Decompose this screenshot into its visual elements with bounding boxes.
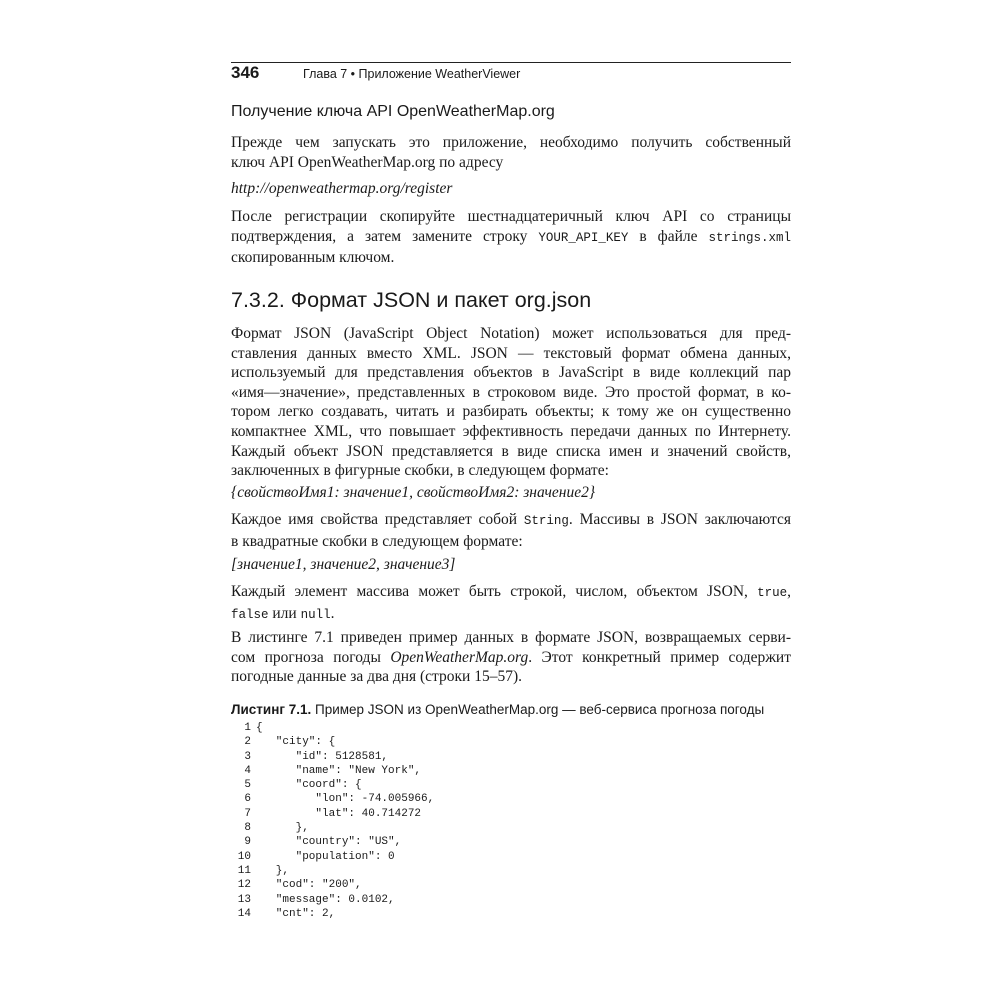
listing-caption-text: Пример JSON из OpenWeatherMap.org — веб-сервиса прогноза погоды (311, 702, 765, 717)
text-line: скопированным ключом. (231, 249, 395, 267)
text-line (231, 582, 791, 604)
text-line (231, 510, 791, 532)
inline-code: strings.xml (708, 230, 791, 245)
code-line (231, 721, 631, 735)
text-line (231, 604, 791, 626)
text-run: Каждое имя свойства представляет собой (231, 511, 524, 528)
line-number: 3 (244, 750, 251, 763)
code-text: "id": 5128581, (256, 750, 389, 763)
line-number: 9 (244, 836, 251, 849)
code-line (231, 792, 631, 806)
code-text: "country": "US", (256, 836, 402, 849)
text-run: . Этот конкретный пример содержит (528, 648, 791, 666)
text-run: в файле (628, 227, 709, 245)
code-text: }, (256, 864, 290, 877)
code-line (231, 764, 631, 778)
code-line (231, 778, 631, 792)
italic-run: OpenWeatherMap.org (390, 648, 529, 666)
text-line: компактнее XML, что повышает эффективность передачи данных по Интернету. (231, 422, 791, 440)
listing-caption (231, 702, 764, 717)
line-number: 2 (244, 736, 251, 749)
code-text: "city": { (256, 736, 336, 749)
code-listing (231, 721, 631, 921)
code-text: { (256, 722, 263, 734)
code-line (231, 907, 631, 921)
code-text: "message": 0.0102, (256, 893, 395, 906)
register-url: http://openweathermap.org/register (231, 180, 453, 197)
text-line: «имя—значение», представленных в строковом виде. Это простой формат, в ко- (231, 383, 791, 401)
paragraph-array-elements (231, 582, 791, 625)
text-line: заключенных в фигурные скобки, в следующем формате: (231, 462, 609, 480)
line-number: 7 (244, 807, 251, 820)
text-run: . (330, 604, 335, 622)
line-number: 5 (244, 779, 251, 792)
code-line (231, 850, 631, 864)
line-number: 8 (244, 822, 251, 835)
text-line: используемый для представления объектов в JavaScript в виде коллекций пар (231, 364, 791, 382)
subsection-heading: Получение ключа API OpenWeatherMap.org (231, 103, 555, 120)
inline-code: YOUR_API_KEY (538, 230, 629, 245)
running-header (231, 63, 791, 85)
text-run: сом прогноза погоды (231, 648, 391, 666)
line-number: 1 (244, 722, 251, 734)
paragraph-json-intro (231, 324, 791, 481)
listing-label: Листинг 7.1. (231, 702, 312, 717)
line-number: 13 (237, 893, 251, 906)
code-line (231, 821, 631, 835)
array-format-example: [значение1, значение2, значение3] (231, 556, 456, 573)
inline-code: null (300, 607, 331, 622)
text-line: погодные данные за два дня (строки 15–57). (231, 668, 523, 686)
code-line (231, 807, 631, 821)
code-text: "cnt": 2, (256, 907, 336, 920)
line-number: 14 (237, 907, 251, 920)
text-line (231, 227, 791, 249)
text-line: Формат JSON (JavaScript Object Notation) может использоваться для пред- (231, 325, 791, 342)
code-text: "population": 0 (256, 850, 395, 863)
page-number: 346 (231, 63, 260, 82)
code-line (231, 735, 631, 749)
chapter-title: Глава 7 • Приложение WeatherViewer (303, 67, 521, 81)
text-run: или (268, 604, 301, 622)
section-heading: 7.3.2. Формат JSON и пакет org.json (231, 288, 592, 312)
inline-code: false (231, 607, 269, 622)
line-number: 10 (237, 850, 251, 863)
paragraph-api-intro (231, 133, 791, 172)
code-text: "name": "New York", (256, 764, 422, 777)
line-number: 11 (237, 864, 251, 877)
text-line: Прежде чем запускать это приложение, необходимо получить собственный (231, 134, 791, 151)
paragraph-listing-intro (231, 628, 791, 687)
code-line (231, 750, 631, 764)
code-text: "cod": "200", (256, 879, 362, 892)
code-line (231, 878, 631, 892)
text-run: подтверждения, а затем замените строку (231, 227, 539, 245)
object-format-example: {свойствоИмя1: значение1, свойствоИмя2: значение2} (231, 484, 596, 501)
code-text: "lat": 40.714272 (256, 807, 422, 820)
text-run: Каждый элемент массива может быть строкой, числом, объектом JSON, (231, 583, 758, 600)
text-line: ключ API OpenWeatherMap.org по адресу (231, 153, 504, 171)
inline-code: String (523, 514, 569, 528)
text-run: , (787, 583, 791, 600)
line-number: 4 (244, 764, 251, 777)
code-text: "coord": { (256, 779, 362, 792)
text-run: . Массивы в JSON заключаются (568, 511, 791, 528)
code-line (231, 893, 631, 907)
text-line: Каждый объект JSON представляется в виде списка имен и значений свойств, (231, 442, 791, 460)
text-line: в квадратные скобки в следующем формате: (231, 532, 523, 550)
text-line: тором легко создавать, читать и разбирать объекты; к тому же он существенно (231, 403, 791, 421)
paragraph-api-key (231, 207, 791, 268)
text-line: После регистрации скопируйте шестнадцатеричный ключ API со страницы (231, 208, 791, 225)
line-number: 6 (244, 793, 251, 806)
text-line: ставления данных вместо XML. JSON — текстовый формат обмена данных, (231, 344, 791, 362)
line-number: 12 (237, 879, 251, 892)
code-line (231, 835, 631, 849)
paragraph-property-names (231, 510, 791, 551)
text-line (231, 648, 791, 668)
text-line: В листинге 7.1 приведен пример данных в формате JSON, возвращаемых серви- (231, 629, 791, 646)
code-text: }, (256, 822, 309, 835)
code-text: "lon": -74.005966, (256, 793, 435, 806)
inline-code: true (757, 586, 788, 600)
code-line (231, 864, 631, 878)
